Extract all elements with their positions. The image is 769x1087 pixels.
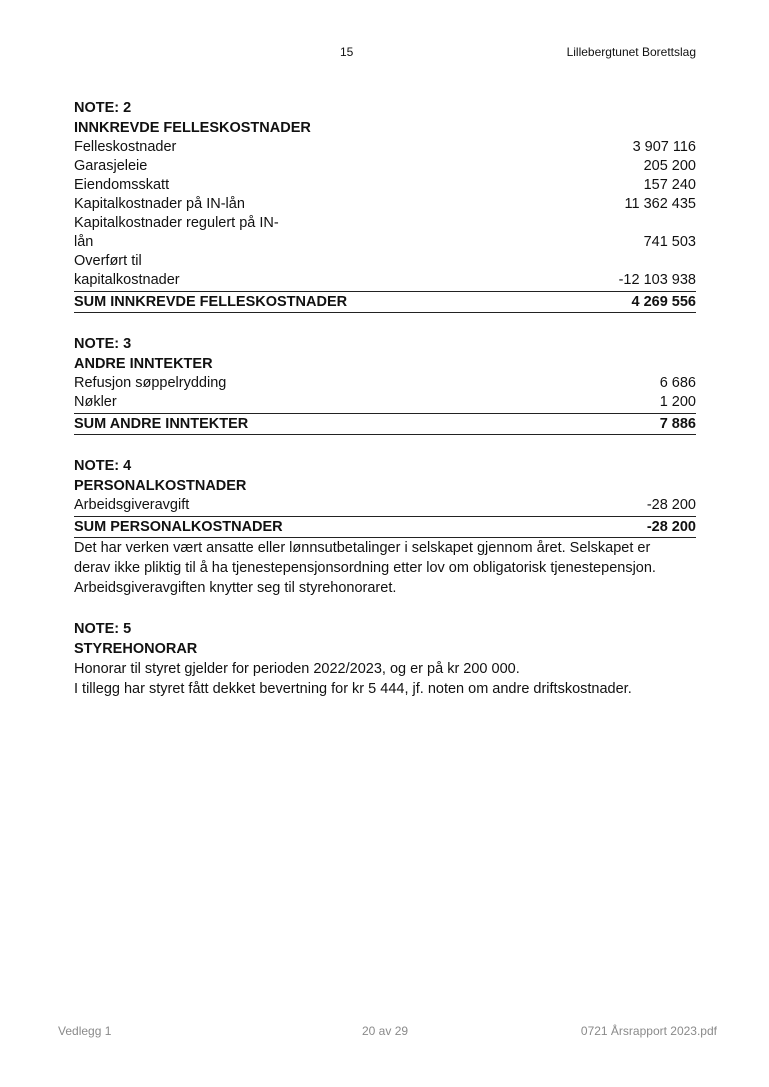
paragraph-line: Arbeidsgiveravgiften knytter seg til styrehonoraret. [74,580,397,596]
footer-attachment: Vedlegg 1 [58,1024,112,1038]
note-number: NOTE: 3 [74,336,132,352]
note-title: STYREHONORAR [74,641,198,657]
note-number: NOTE: 2 [74,100,132,116]
note-4 [74,456,696,598]
table-row [74,393,696,412]
row-value: 6 686 [659,375,696,391]
sum-label: SUM ANDRE INNTEKTER [74,416,249,432]
row-value: 741 503 [643,234,696,250]
table-row [74,138,696,157]
note-title: INNKREVDE FELLESKOSTNADER [74,120,311,136]
note-title: ANDRE INNTEKTER [74,356,213,372]
note-number: NOTE: 4 [74,458,132,474]
sum-row [74,291,696,313]
row-value: -28 200 [646,497,696,513]
footer-page-count: 20 av 29 [362,1024,409,1038]
row-value: 11 362 435 [624,196,696,212]
row-label: Overført til kapitalkostnader [74,253,180,288]
row-label: Refusjon søppelrydding [74,375,227,391]
table-row [74,176,696,195]
row-label: Felleskostnader [74,139,177,155]
sum-row [74,516,696,538]
row-value: 1 200 [659,394,696,410]
paragraph-line: I tillegg har styret fått dekket bevertning for kr 5 444, jf. noten om andre driftskostnader. [74,681,632,697]
paragraph-line: Honorar til styret gjelder for perioden 2022/2023, og er på kr 200 000. [74,661,520,677]
organization-name: Lillebergtunet Borettslag [566,45,696,59]
table-row [74,252,696,290]
table-row [74,195,696,214]
paragraph-line: Det har verken vært ansatte eller lønnsutbetalinger i selskapet gjennom året. Selskapet er [74,540,651,556]
row-label: Arbeidsgiveravgift [74,497,190,513]
table-row [74,157,696,176]
notes-content [74,98,696,720]
row-label: Garasjeleie [74,158,148,174]
sum-label: SUM PERSONALKOSTNADER [74,519,283,535]
footer-filename: 0721 Årsrapport 2023.pdf [580,1024,717,1038]
row-value: 157 240 [643,177,696,193]
row-value: 3 907 116 [632,139,696,155]
note-2 [74,98,696,313]
row-value: 205 200 [643,158,696,174]
note-3 [74,334,696,435]
table-row [74,214,696,252]
note-title: PERSONALKOSTNADER [74,478,247,494]
sum-label: SUM INNKREVDE FELLESKOSTNADER [74,294,348,310]
row-value: -12 103 938 [618,272,696,288]
row-label: Kapitalkostnader på IN-lån [74,196,245,212]
table-row [74,496,696,515]
page-number: 15 [340,45,354,59]
sum-row [74,413,696,435]
sum-value: 4 269 556 [631,294,696,310]
row-label: Eiendomsskatt [74,177,170,193]
sum-value: -28 200 [646,519,696,535]
sum-value: 7 886 [659,416,696,432]
note-5 [74,619,696,699]
note-number: NOTE: 5 [74,621,132,637]
table-row [74,374,696,393]
row-label: Nøkler [74,394,117,410]
paragraph-line: derav ikke pliktig til å ha tjenestepensjonsordning etter lov om obligatorisk tjenestepensjon. [74,560,656,576]
row-label: Kapitalkostnader regulert på IN-lån [74,215,279,250]
